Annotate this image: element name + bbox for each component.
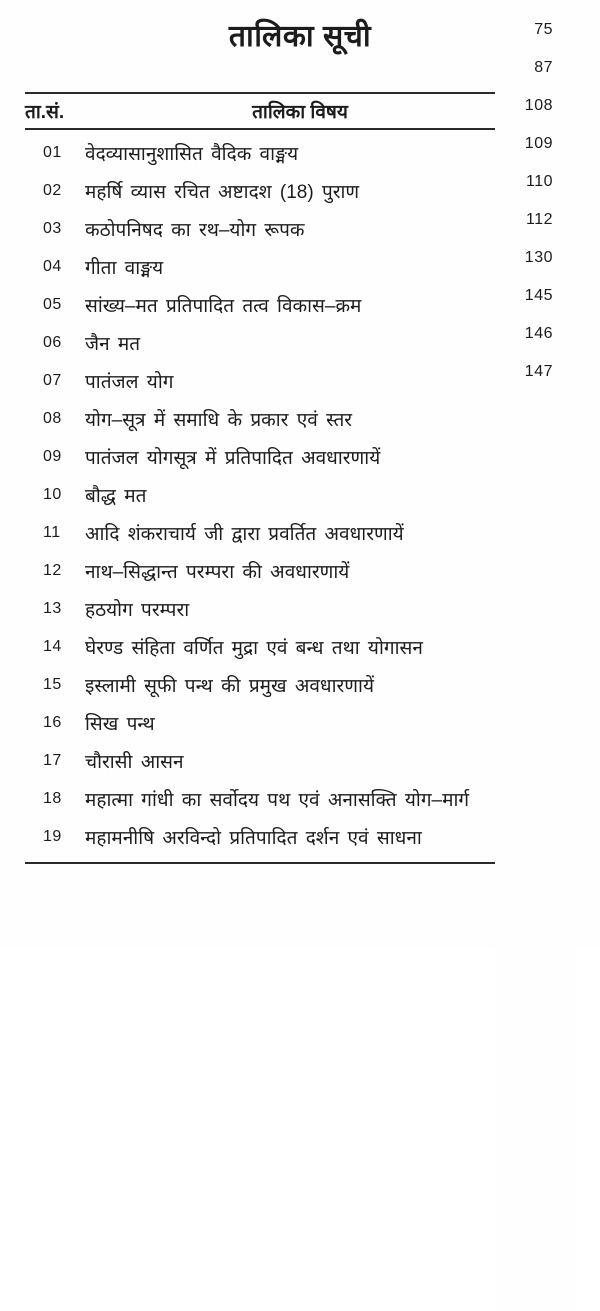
row-serial: 14 [43,638,62,655]
row-subject: सिख पन्थ [85,714,155,735]
row-subject: आदि शंकराचार्य जी द्वारा प्रवर्तित अवधारणायें [85,524,404,545]
row-subject: कठोपनिषद का रथ–योग रूपक [85,220,305,241]
table-header-row [25,92,575,130]
row-serial: 17 [43,752,62,769]
row-subject: पातंजल योग [85,372,174,393]
row-serial: 12 [43,562,62,579]
row-page: 87 [495,59,575,1007]
header-serial-number: ता.सं. [25,102,65,123]
row-subject: घेरण्ड संहिता वर्णित मुद्रा एवं बन्ध तथा योगासन [85,638,423,659]
table-row [25,324,575,362]
row-serial: 05 [43,296,62,313]
table-row [25,172,575,210]
row-subject: योग–सूत्र में समाधि के प्रकार एवं स्तर [85,410,353,431]
table-row [25,400,575,438]
row-subject: नाथ–सिद्धान्त परम्परा की अवधारणायें [85,562,350,583]
row-serial: 08 [43,410,62,427]
row-subject: चौरासी आसन [85,752,184,773]
row-page: 109 [495,135,575,1083]
row-serial: 15 [43,676,62,693]
row-page: 145 [495,287,575,1235]
row-subject: गीता वाङ्मय [85,258,164,279]
row-subject: इस्लामी सूफी पन्थ की प्रमुख अवधारणायें [85,676,374,697]
row-serial: 07 [43,372,62,389]
row-serial: 16 [43,714,62,731]
table-row [25,134,575,172]
row-subject: हठयोग परम्परा [85,600,190,621]
row-serial: 02 [43,182,62,199]
row-serial: 04 [43,258,62,275]
row-subject: महर्षि व्यास रचित अष्टादश (18) पुराण [85,182,360,203]
row-page: 146 [495,325,575,1273]
row-page: 75 [495,21,575,969]
row-subject: महामनीषि अरविन्दो प्रतिपादित दर्शन एवं साधना [85,828,422,849]
row-subject: बौद्ध मत [85,486,147,507]
row-subject: महात्मा गांधी का सर्वोदय पथ एवं अनासक्ति योग–मार्ग [85,790,470,811]
table-row [25,248,575,286]
row-serial: 01 [43,144,62,161]
table-row [25,286,575,324]
page-title: तालिका सूची [228,20,372,53]
header-table-subject: तालिका विषय [252,102,348,123]
table-row [25,438,575,476]
row-subject: पातंजल योगसूत्र में प्रतिपादित अवधारणायें [85,448,381,469]
row-page: 108 [495,97,575,1045]
row-subject: जैन मत [85,334,141,355]
row-serial: 10 [43,486,62,503]
row-serial: 19 [43,828,62,845]
row-serial: 11 [43,524,61,541]
row-serial: 18 [43,790,62,807]
row-serial: 09 [43,448,62,465]
row-page: 112 [495,211,575,1159]
row-subject: सांख्य–मत प्रतिपादित तत्व विकास–क्रम [85,296,362,317]
table-row [25,210,575,248]
row-serial: 06 [43,334,62,351]
row-page: 110 [495,173,575,1121]
row-serial: 13 [43,600,62,617]
table-row [25,362,575,400]
row-page: 147 [495,363,575,1311]
row-subject: वेदव्यासानुशासित वैदिक वाङ्मय [85,144,299,165]
row-serial: 03 [43,220,62,237]
row-page: 130 [495,249,575,1197]
